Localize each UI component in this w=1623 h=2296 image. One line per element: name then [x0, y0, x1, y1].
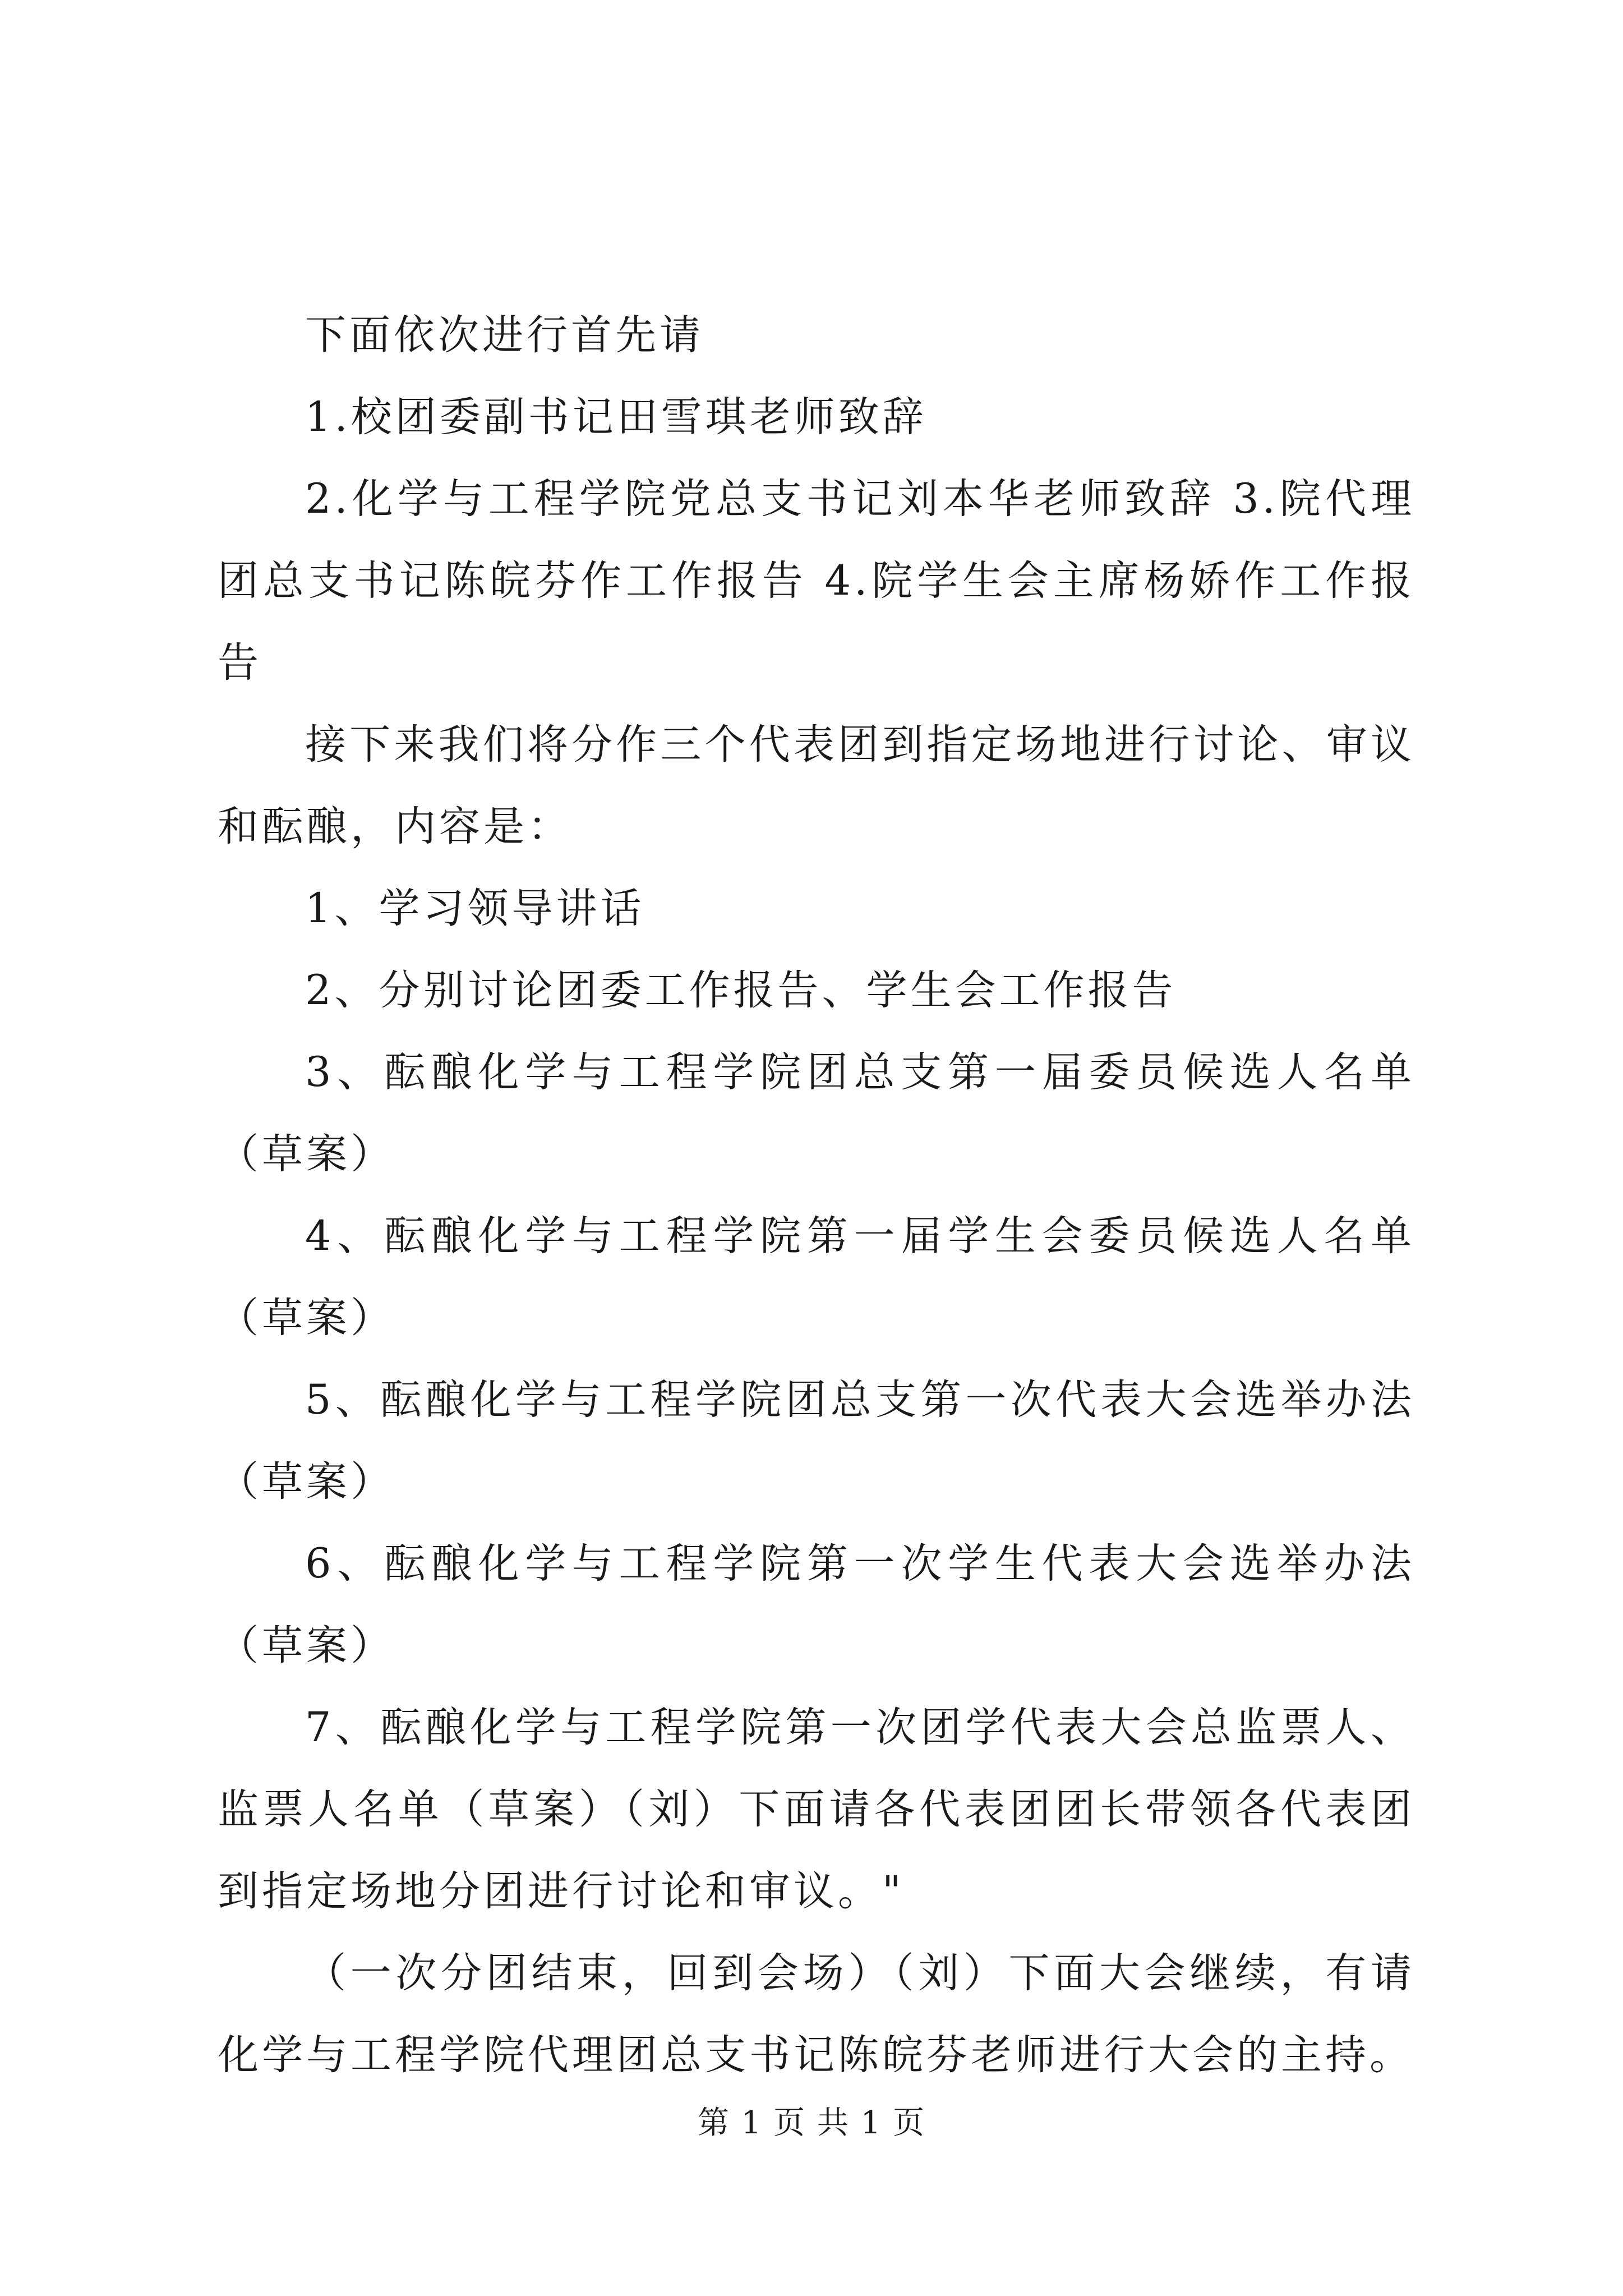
list-item-union-candidates: 4、酝酿化学与工程学院第一届学生会委员候选人名单（草案）: [218, 1212, 1415, 1342]
list-item-discuss: 2、分别讨论团委工作报告、学生会工作报告: [305, 967, 1177, 1014]
paragraph-item-2: 2.化学与工程学院党总支书记刘本华老师致辞 3.院代理团总支书记陈皖芬作工作报告 4.院学生会主席杨娇作工作报告: [218, 475, 1415, 687]
paragraph-intro: 下面依次进行首先请: [305, 311, 704, 359]
page-number-footer: 第 1 页 共 1 页: [697, 2105, 926, 2141]
document-body: [218, 295, 1415, 2096]
list-item-league-election: 5、酝酿化学与工程学院团总支第一次代表大会选举办法（草案）: [218, 1376, 1415, 1506]
paragraph-item-1: 1.校团委副书记田雪琪老师致辞: [305, 393, 927, 441]
paragraph-closing: （一次分团结束，回到会场）（刘）下面大会继续，有请化学与工程学院代理团总支书记陈皖芬老师进行大会的主持。: [218, 1949, 1415, 2079]
list-item-scrutineers: 7、酝酿化学与工程学院第一次团学代表大会总监票人、监票人名单（草案）（刘）下面请各代表团团长带领各代表团到指定场地分团进行讨论和审议。": [218, 1704, 1415, 1915]
paragraph-next-steps: 接下来我们将分作三个代表团到指定场地进行讨论、审议和酝酿，内容是：: [218, 721, 1415, 850]
list-item-student-election: 6、酝酿化学与工程学院第一次学生代表大会选举办法（草案）: [218, 1540, 1415, 1669]
list-item-league-candidates: 3、酝酿化学与工程学院团总支第一届委员候选人名单（草案）: [218, 1048, 1415, 1178]
list-item-study: 1、学习领导讲话: [305, 885, 645, 932]
